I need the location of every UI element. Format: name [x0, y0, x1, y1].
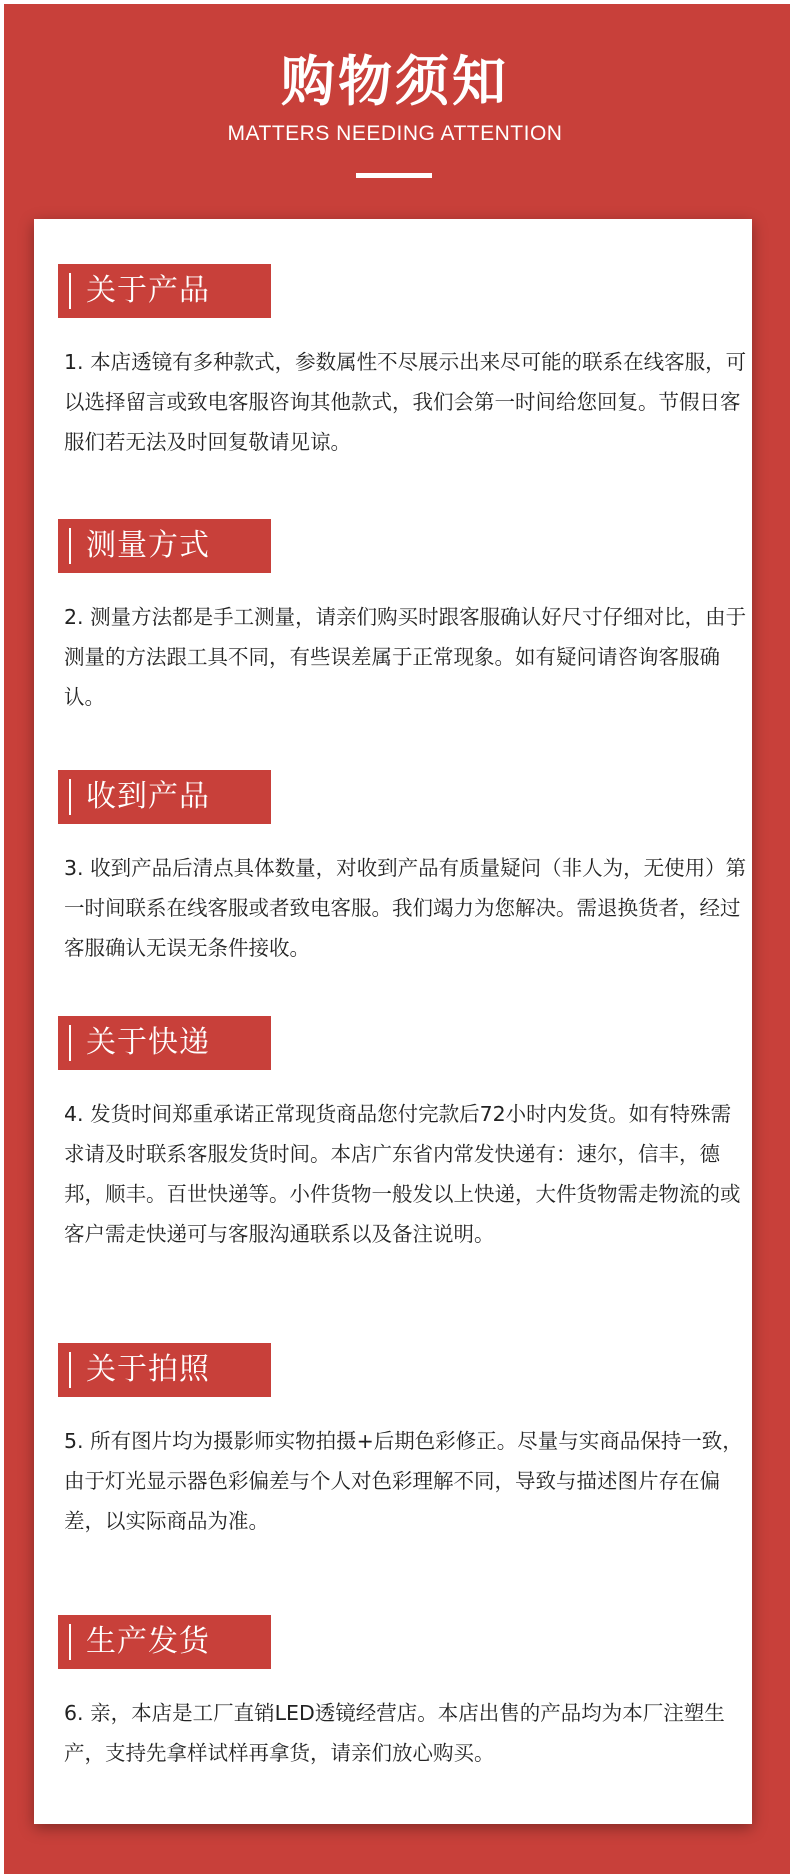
section-heading-label: 关于快递 [86, 1025, 210, 1060]
section-heading-label: 测量方式 [86, 528, 210, 563]
section-heading-production [58, 1615, 271, 1669]
section-heading-label: 生产发货 [86, 1624, 210, 1659]
section-text-shipping: 4. 发货时间郑重承诺正常现货商品您付完款后72小时内发货。如有特殊需求请及时联系客服发货时间。本店广东省内常发快递有：速尔，信丰，德邦，顺丰。百世快递等。小件货物一般发以上快递，大件货物需走物流的或客户需走快递可与客服沟通联系以及备注说明。 [64, 1102, 741, 1246]
section-text-production: 6. 亲，本店是工厂直销LED透镜经营店。本店出售的产品均为本厂注塑生产，支持先拿样试样再拿货，请亲们放心购买。 [64, 1701, 725, 1765]
notice-card [34, 219, 752, 1824]
section-heading-shipping [58, 1016, 271, 1070]
title-underline [356, 173, 432, 178]
section-heading-label: 关于产品 [86, 273, 210, 308]
section-text-measurement: 2. 测量方法都是手工测量，请亲们购买时跟客服确认好尺寸仔细对比，由于测量的方法跟工具不同，有些误差属于正常现象。如有疑问请咨询客服确认。 [64, 605, 747, 709]
section-heading-label: 关于拍照 [86, 1352, 210, 1387]
page-title: 购物须知 [281, 49, 509, 113]
section-heading-photos [58, 1343, 271, 1397]
section-heading-product [58, 264, 271, 318]
section-heading-measurement [58, 519, 271, 573]
section-text-receiving: 3. 收到产品后清点具体数量，对收到产品有质量疑问（非人为，无使用）第一时间联系在线客服或者致电客服。我们竭力为您解决。需退换货者，经过客服确认无误无条件接收。 [64, 856, 747, 960]
page-subtitle: MATTERS NEEDING ATTENTION [227, 122, 563, 145]
section-heading-label: 收到产品 [86, 779, 210, 814]
section-heading-receiving [58, 770, 271, 824]
section-text-product: 1. 本店透镜有多种款式，参数属性不尽展示出来尽可能的联系在线客服，可以选择留言或致电客服咨询其他款式，我们会第一时间给您回复。节假日客服们若无法及时回复敬请见谅。 [64, 350, 747, 454]
section-text-photos: 5. 所有图片均为摄影师实物拍摄+后期色彩修正。尽量与实商品保持一致，由于灯光显示器色彩偏差与个人对色彩理解不同，导致与描述图片存在偏差，以实际商品为准。 [64, 1429, 743, 1533]
